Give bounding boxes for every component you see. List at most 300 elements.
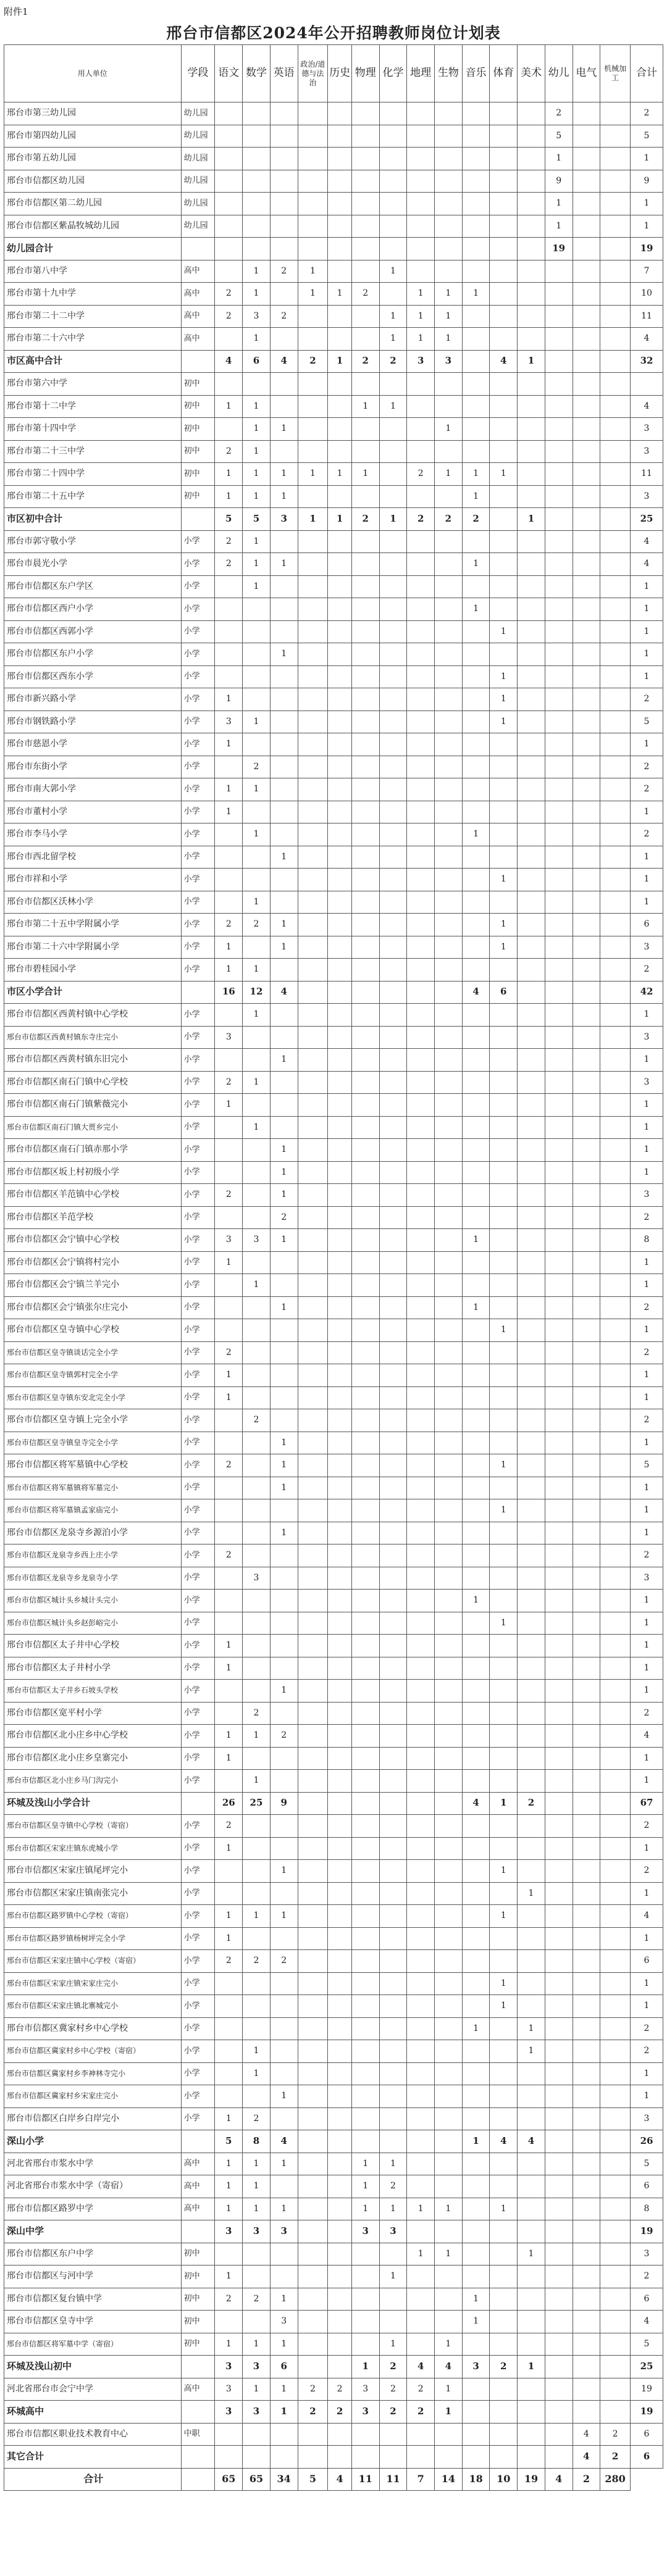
count-cell: [407, 1747, 435, 1770]
count-cell: [407, 2220, 435, 2243]
table-row: [4, 2062, 663, 2085]
total-cell: 2: [631, 2265, 663, 2288]
count-cell: [270, 1409, 298, 1432]
total-cell: 2: [631, 688, 663, 711]
count-cell: [243, 1972, 271, 1995]
count-cell: [462, 170, 490, 193]
count-cell: [243, 1296, 271, 1319]
count-cell: [328, 1612, 352, 1635]
count-cell: [298, 1927, 328, 1950]
count-cell: [215, 1702, 243, 1725]
subtotal-row: [4, 981, 663, 1004]
table-row: [4, 1567, 663, 1590]
level-cell: 小学: [181, 2107, 215, 2130]
level-cell: [181, 981, 215, 1004]
count-cell: [379, 1815, 407, 1838]
count-cell: [600, 778, 631, 801]
count-cell: [573, 440, 600, 463]
count-cell: [328, 1477, 352, 1499]
count-cell: [379, 914, 407, 936]
count-cell: 1: [518, 2243, 545, 2265]
count-cell: [600, 1792, 631, 1815]
count-cell: 2: [545, 102, 573, 125]
count-cell: [600, 1567, 631, 1590]
count-cell: [351, 1927, 379, 1950]
level-cell: 小学: [181, 1950, 215, 1973]
count-cell: [435, 711, 463, 733]
count-cell: [490, 2243, 518, 2265]
count-cell: [407, 1657, 435, 1680]
count-cell: [518, 238, 545, 261]
level-cell: 幼儿园: [181, 102, 215, 125]
count-cell: 1: [215, 1094, 243, 1117]
count-cell: 1: [490, 665, 518, 688]
count-cell: [518, 778, 545, 801]
level-cell: 小学: [181, 1972, 215, 1995]
count-cell: [407, 1860, 435, 1883]
count-cell: [518, 801, 545, 823]
count-cell: [270, 620, 298, 643]
level-cell: [181, 2468, 215, 2491]
count-cell: [573, 846, 600, 869]
count-cell: [379, 688, 407, 711]
count-cell: [518, 463, 545, 486]
count-cell: [298, 711, 328, 733]
count-cell: 1: [351, 2198, 379, 2220]
count-cell: [298, 170, 328, 193]
count-cell: [435, 846, 463, 869]
count-cell: [573, 1094, 600, 1117]
count-cell: [573, 801, 600, 823]
table-row: [4, 620, 663, 643]
count-cell: [379, 1319, 407, 1342]
count-cell: [270, 102, 298, 125]
count-cell: [328, 305, 352, 328]
count-cell: [379, 1882, 407, 1905]
count-cell: 1: [243, 530, 271, 553]
count-cell: [545, 2333, 573, 2356]
table-row: [4, 2153, 663, 2175]
count-cell: [600, 959, 631, 982]
count-cell: 1: [518, 2356, 545, 2378]
count-cell: [545, 891, 573, 914]
count-cell: [351, 891, 379, 914]
count-cell: [545, 869, 573, 891]
grand-total-row: [4, 2468, 663, 2491]
count-cell: [270, 711, 298, 733]
count-cell: [490, 260, 518, 283]
count-cell: 1: [215, 2153, 243, 2175]
count-cell: [243, 598, 271, 621]
count-cell: [490, 2401, 518, 2424]
count-cell: [351, 711, 379, 733]
count-cell: 1: [298, 283, 328, 306]
count-cell: [518, 1612, 545, 1635]
count-cell: [379, 553, 407, 576]
count-cell: [573, 508, 600, 531]
count-cell: [351, 1319, 379, 1342]
count-cell: [270, 1927, 298, 1950]
count-cell: [573, 2401, 600, 2424]
count-cell: [379, 463, 407, 486]
count-cell: [379, 215, 407, 238]
count-cell: [328, 1229, 352, 1252]
count-cell: [379, 102, 407, 125]
count-cell: [270, 530, 298, 553]
count-cell: [435, 575, 463, 598]
count-cell: 1: [462, 2288, 490, 2311]
count-cell: [215, 328, 243, 351]
count-cell: [243, 1927, 271, 1950]
unit-cell: 邢台市信都区东户小学: [4, 643, 182, 666]
count-cell: [407, 553, 435, 576]
count-cell: [518, 959, 545, 982]
count-cell: 1: [328, 283, 352, 306]
count-cell: [545, 508, 573, 531]
count-cell: [298, 2288, 328, 2311]
count-cell: [573, 485, 600, 508]
count-cell: [351, 260, 379, 283]
count-cell: [328, 1454, 352, 1477]
count-cell: [518, 418, 545, 441]
count-cell: [328, 1927, 352, 1950]
count-cell: [328, 1702, 352, 1725]
count-cell: 2: [379, 2356, 407, 2378]
unit-cell: 邢台市信都区宽平村小学: [4, 1702, 182, 1725]
count-cell: 2: [243, 1409, 271, 1432]
count-cell: [435, 395, 463, 418]
total-cell: 2: [631, 1544, 663, 1567]
unit-cell: 邢台市第二十五中学附属小学: [4, 914, 182, 936]
count-cell: [573, 193, 600, 215]
count-cell: [573, 1905, 600, 1928]
total-cell: 1: [631, 1432, 663, 1454]
count-cell: 1: [407, 283, 435, 306]
count-cell: 1: [490, 1905, 518, 1928]
count-cell: [435, 1567, 463, 1590]
level-cell: 小学: [181, 846, 215, 869]
count-cell: [298, 1116, 328, 1139]
count-cell: [518, 1927, 545, 1950]
count-cell: [462, 846, 490, 869]
count-cell: [379, 665, 407, 688]
count-cell: [379, 959, 407, 982]
count-cell: [545, 1995, 573, 2018]
count-cell: [518, 260, 545, 283]
count-cell: [545, 801, 573, 823]
count-cell: 2: [379, 2175, 407, 2198]
count-cell: [328, 1139, 352, 1162]
count-cell: [518, 2378, 545, 2401]
count-cell: [462, 1454, 490, 1477]
table-row: [4, 1905, 663, 1928]
count-cell: [518, 2085, 545, 2108]
total-cell: 5: [631, 125, 663, 148]
count-cell: [270, 238, 298, 261]
count-cell: [573, 1972, 600, 1995]
unit-cell: 邢台市李马小学: [4, 823, 182, 846]
table-row: [4, 2265, 663, 2288]
unit-cell: 邢台市信都区复台镇中学: [4, 2288, 182, 2311]
level-cell: 小学: [181, 1702, 215, 1725]
count-cell: [545, 936, 573, 959]
count-cell: [328, 2356, 352, 2378]
count-cell: 1: [270, 1860, 298, 1883]
count-cell: [490, 1747, 518, 1770]
count-cell: [573, 1747, 600, 1770]
count-cell: [328, 1905, 352, 1928]
count-cell: 2: [298, 2401, 328, 2424]
count-cell: [490, 1432, 518, 1454]
count-cell: [379, 575, 407, 598]
unit-cell: 邢台市信都区与河中学: [4, 2265, 182, 2288]
count-cell: [215, 1995, 243, 2018]
count-cell: [490, 2446, 518, 2469]
count-cell: [351, 125, 379, 148]
count-cell: [351, 1680, 379, 1703]
count-cell: [600, 1184, 631, 1207]
count-cell: [407, 1319, 435, 1342]
count-cell: [518, 643, 545, 666]
count-cell: [351, 688, 379, 711]
count-cell: 1: [490, 1972, 518, 1995]
count-cell: [298, 530, 328, 553]
count-cell: [600, 1274, 631, 1297]
count-cell: [243, 869, 271, 891]
count-cell: [298, 2040, 328, 2063]
count-cell: [518, 1905, 545, 1928]
count-cell: [351, 1837, 379, 1860]
count-cell: [573, 1049, 600, 1072]
count-cell: [298, 1319, 328, 1342]
count-cell: [407, 823, 435, 846]
total-cell: 1: [631, 1477, 663, 1499]
count-cell: [490, 395, 518, 418]
count-cell: [328, 1364, 352, 1387]
count-cell: 1: [545, 193, 573, 215]
count-cell: [573, 1341, 600, 1364]
count-cell: [518, 2062, 545, 2085]
count-cell: 4: [490, 2130, 518, 2153]
subtotal-row: [4, 2130, 663, 2153]
total-cell: 2: [631, 1860, 663, 1883]
count-cell: [600, 2175, 631, 2198]
count-cell: [270, 1815, 298, 1838]
header-math: 数学: [243, 45, 271, 102]
count-cell: [545, 2220, 573, 2243]
total-cell: 1: [631, 1139, 663, 1162]
count-cell: [518, 2423, 545, 2446]
count-cell: [435, 1409, 463, 1432]
count-cell: [270, 1972, 298, 1995]
count-cell: [600, 1522, 631, 1544]
count-cell: [462, 575, 490, 598]
count-cell: [270, 1657, 298, 1680]
count-cell: [545, 2062, 573, 2085]
total-cell: 1: [631, 1274, 663, 1297]
count-cell: [407, 575, 435, 598]
count-cell: [379, 1950, 407, 1973]
unit-cell: 邢台市第二十二中学: [4, 305, 182, 328]
header-electrical: 电气: [573, 45, 600, 102]
count-cell: [328, 1590, 352, 1612]
count-cell: [379, 1837, 407, 1860]
count-cell: 2: [215, 440, 243, 463]
count-cell: [379, 2311, 407, 2333]
count-cell: [243, 1319, 271, 1342]
count-cell: 1: [215, 801, 243, 823]
level-cell: 小学: [181, 891, 215, 914]
count-cell: 4: [328, 2468, 352, 2491]
count-cell: [545, 1071, 573, 1094]
count-cell: [407, 1364, 435, 1387]
unit-cell: 邢台市晨光小学: [4, 553, 182, 576]
count-cell: 1: [490, 1499, 518, 1522]
count-cell: [328, 643, 352, 666]
count-cell: [435, 914, 463, 936]
count-cell: [298, 238, 328, 261]
count-cell: [545, 1184, 573, 1207]
count-cell: [545, 1139, 573, 1162]
count-cell: 3: [243, 2401, 271, 2424]
total-cell: 1: [631, 1319, 663, 1342]
count-cell: [462, 2220, 490, 2243]
count-cell: 1: [351, 395, 379, 418]
count-cell: [351, 598, 379, 621]
count-cell: 3: [379, 2220, 407, 2243]
count-cell: [298, 778, 328, 801]
count-cell: [298, 1139, 328, 1162]
count-cell: [270, 215, 298, 238]
count-cell: 2: [270, 1206, 298, 1229]
level-cell: 小学: [181, 1544, 215, 1567]
count-cell: 3: [215, 2401, 243, 2424]
count-cell: [573, 1567, 600, 1590]
count-cell: [545, 2378, 573, 2401]
count-cell: [215, 823, 243, 846]
count-cell: [462, 102, 490, 125]
count-cell: [328, 1161, 352, 1184]
count-cell: [573, 620, 600, 643]
count-cell: [462, 1725, 490, 1748]
count-cell: [243, 1454, 271, 1477]
count-cell: [462, 1477, 490, 1499]
count-cell: 2: [243, 756, 271, 778]
count-cell: 1: [462, 598, 490, 621]
count-cell: 1: [270, 2153, 298, 2175]
count-cell: [298, 1972, 328, 1995]
count-cell: [328, 801, 352, 823]
count-cell: [435, 2062, 463, 2085]
count-cell: [407, 1386, 435, 1409]
count-cell: [435, 1725, 463, 1748]
count-cell: [490, 1680, 518, 1703]
level-cell: 初中: [181, 395, 215, 418]
unit-cell: 邢台市信都区太子井乡石坡头学校: [4, 1680, 182, 1703]
count-cell: [407, 1341, 435, 1364]
table-row: [4, 2175, 663, 2198]
count-cell: [462, 1950, 490, 1973]
unit-cell: 邢台市信都区冀家村乡中心学校: [4, 2017, 182, 2040]
level-cell: 小学: [181, 1206, 215, 1229]
count-cell: 2: [215, 1950, 243, 1973]
count-cell: [407, 1499, 435, 1522]
count-cell: 1: [243, 2333, 271, 2356]
count-cell: [435, 1477, 463, 1499]
count-cell: [518, 485, 545, 508]
count-cell: [351, 193, 379, 215]
count-cell: 2: [462, 508, 490, 531]
count-cell: [545, 2017, 573, 2040]
count-cell: 3: [243, 2220, 271, 2243]
count-cell: [518, 756, 545, 778]
count-cell: [573, 1319, 600, 1342]
table-row: [4, 485, 663, 508]
level-cell: 小学: [181, 2017, 215, 2040]
count-cell: [600, 2040, 631, 2063]
count-cell: [490, 148, 518, 170]
count-cell: [351, 778, 379, 801]
unit-cell: 邢台市信都区北小庄乡中心学校: [4, 1725, 182, 1748]
count-cell: [407, 665, 435, 688]
unit-cell: 深山小学: [4, 2130, 182, 2153]
count-cell: [379, 373, 407, 396]
count-cell: 1: [379, 395, 407, 418]
count-cell: 3: [243, 1567, 271, 1590]
count-cell: [435, 1499, 463, 1522]
count-cell: [407, 1274, 435, 1297]
count-cell: [215, 170, 243, 193]
table-row: [4, 1004, 663, 1027]
count-cell: [298, 959, 328, 982]
count-cell: [407, 238, 435, 261]
count-cell: [328, 2062, 352, 2085]
unit-cell: 邢台市东街小学: [4, 756, 182, 778]
count-cell: [351, 1972, 379, 1995]
count-cell: [518, 1026, 545, 1049]
count-cell: [407, 711, 435, 733]
count-cell: [435, 260, 463, 283]
count-cell: [243, 2265, 271, 2288]
level-cell: 小学: [181, 553, 215, 576]
count-cell: [407, 981, 435, 1004]
count-cell: [573, 778, 600, 801]
count-cell: 1: [490, 1860, 518, 1883]
count-cell: 1: [243, 2198, 271, 2220]
count-cell: 3: [243, 305, 271, 328]
count-cell: [351, 1139, 379, 1162]
count-cell: [351, 1026, 379, 1049]
count-cell: [545, 1409, 573, 1432]
level-cell: 小学: [181, 733, 215, 756]
count-cell: [435, 1386, 463, 1409]
count-cell: [379, 1657, 407, 1680]
total-cell: 3: [631, 418, 663, 441]
count-cell: 1: [462, 1229, 490, 1252]
count-cell: 1: [215, 1251, 243, 1274]
table-row: [4, 1386, 663, 1409]
count-cell: [407, 1071, 435, 1094]
count-cell: 1: [298, 463, 328, 486]
count-cell: 12: [243, 981, 271, 1004]
table-row: [4, 2423, 663, 2446]
level-cell: 小学: [181, 1770, 215, 1793]
count-cell: [351, 238, 379, 261]
count-cell: [298, 1432, 328, 1454]
count-cell: [328, 620, 352, 643]
count-cell: [490, 2220, 518, 2243]
count-cell: [462, 2107, 490, 2130]
